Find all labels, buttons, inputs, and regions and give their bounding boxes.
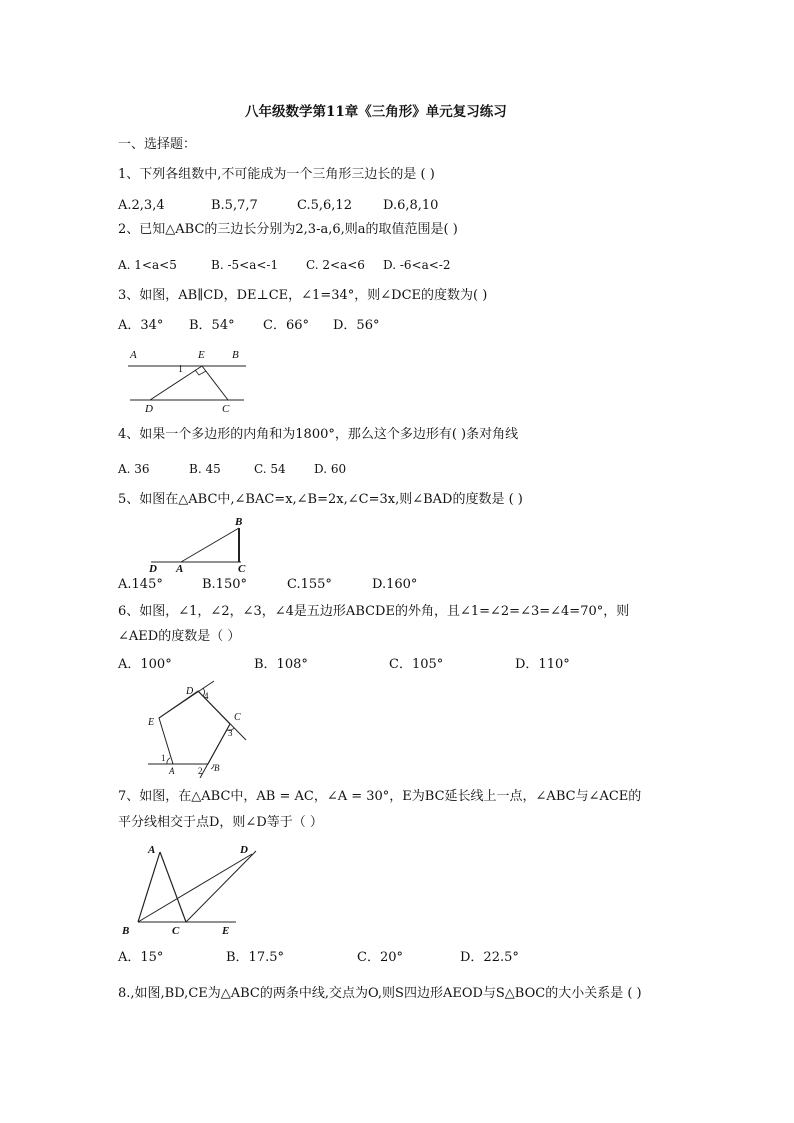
q7-option-c: C．20° (357, 950, 403, 965)
label-d: D (186, 686, 194, 697)
label-b: B (232, 349, 239, 361)
bisector-bd (138, 854, 252, 922)
label-e: E (198, 349, 205, 361)
label-d: D (145, 403, 153, 415)
label-angle-3: 3 (228, 728, 233, 738)
q3-option-d: D．56° (333, 318, 380, 333)
label-angle-4: 4 (204, 691, 209, 701)
q2-option-d: D. -6<a<-2 (383, 258, 451, 272)
q2-option-c: C. 2<a<6 (306, 258, 365, 272)
segment-ac (160, 852, 186, 922)
label-a: A (169, 766, 175, 776)
q2-option-b: B. -5<a<-1 (211, 258, 279, 272)
question-1-stem: 1、下列各组数中,不可能成为一个三角形三边长的是 ( ) (118, 167, 435, 182)
label-b: B (122, 925, 130, 937)
question-3-stem: 3、如图，AB∥CD，DE⊥CE，∠1=34°，则∠DCE的度数为( ) (118, 288, 488, 303)
question-5-stem: 5、如图在△ABC中,∠BAC=x,∠B=2x,∠C=3x,则∠BAD的度数是 ( ) (118, 492, 523, 507)
q6-option-b: B．108° (254, 657, 308, 672)
question-6-stem-line2: ∠AED的度数是（ ） (118, 629, 241, 644)
q5-option-a: A.145° (118, 577, 163, 592)
label-c: C (172, 925, 180, 937)
q3-option-a: A．34° (118, 318, 164, 333)
label-a: A (148, 844, 156, 856)
label-angle-1: 1 (161, 753, 166, 763)
label-a: A (130, 349, 137, 361)
question-2-stem: 2、已知△ABC的三边长分别为2,3-a,6,则a的取值范围是( ) (118, 222, 458, 237)
label-e: E (222, 925, 230, 937)
bisector-cd (186, 851, 256, 922)
question-8-stem: 8.,如图,BD,CE为△ABC的两条中线,交点为O,则S四边形AEOD与S△BOC的大小关系是 ( ) (118, 986, 642, 1001)
label-c: C (222, 403, 230, 415)
q3-option-c: C．66° (263, 318, 309, 333)
angle-1-arc (167, 758, 170, 764)
q1-option-c: C.5,6,12 (297, 198, 352, 213)
q1-option-d: D.6,8,10 (383, 198, 439, 213)
q6-option-c: C．105° (389, 657, 444, 672)
q6-option-d: D．110° (515, 657, 570, 672)
q5-figure (145, 514, 255, 574)
right-angle-mark (195, 370, 206, 375)
section-heading: 一、选择题： (118, 137, 197, 152)
q4-option-c: C. 54 (254, 462, 286, 476)
label-b: B (235, 516, 243, 528)
q2-option-a: A. 1<a<5 (118, 258, 177, 272)
label-d: D (240, 844, 248, 856)
question-4-stem: 4、如果一个多边形的内角和为1800°，那么这个多边形有( )条对角线 (118, 427, 519, 442)
q4-option-b: B. 45 (189, 462, 221, 476)
question-7-stem-line1: 7、如图，在△ABC中，AB = AC，∠A = 30°，E为BC延长线上一点，∠ABC与∠ACE的 (118, 789, 642, 804)
segment-ab (138, 852, 160, 922)
q6-figure (140, 680, 255, 782)
page-title: 八年级数学第11章《三角形》单元复习练习 (245, 104, 507, 120)
label-e: E (148, 717, 155, 728)
q4-option-a: A. 36 (118, 462, 150, 476)
label-c: C (238, 563, 246, 575)
label-a: A (176, 563, 184, 575)
segment-de (150, 366, 202, 400)
question-7-stem-line2: 平分线相交于点D，则∠D等于（ ） (118, 815, 323, 830)
q4-option-d: D. 60 (314, 462, 347, 476)
label-c: C (234, 712, 241, 723)
label-angle-2: 2 (198, 766, 203, 776)
q5-option-c: C.155° (287, 577, 332, 592)
q7-option-d: D．22.5° (460, 950, 519, 965)
q1-option-b: B.5,7,7 (211, 198, 258, 213)
label-angle-1: 1 (178, 364, 183, 375)
q7-option-b: B．17.5° (226, 950, 284, 965)
q3-option-b: B．54° (189, 318, 235, 333)
segment-ab (181, 528, 239, 562)
q5-option-d: D.160° (372, 577, 418, 592)
q7-option-a: A．15° (118, 950, 164, 965)
label-d: D (149, 563, 157, 575)
pentagon-abcde (159, 691, 230, 764)
q3-figure (118, 342, 263, 420)
label-b: B (214, 763, 220, 773)
q6-option-a: A．100° (118, 657, 172, 672)
q1-option-a: A.2,3,4 (118, 198, 165, 213)
question-6-stem-line1: 6、如图，∠1，∠2，∠3，∠4是五边形ABCDE的外角，且∠1=∠2=∠3=∠4=70°，则 (118, 604, 630, 619)
q5-option-b: B.150° (202, 577, 247, 592)
q7-figure (118, 838, 268, 938)
